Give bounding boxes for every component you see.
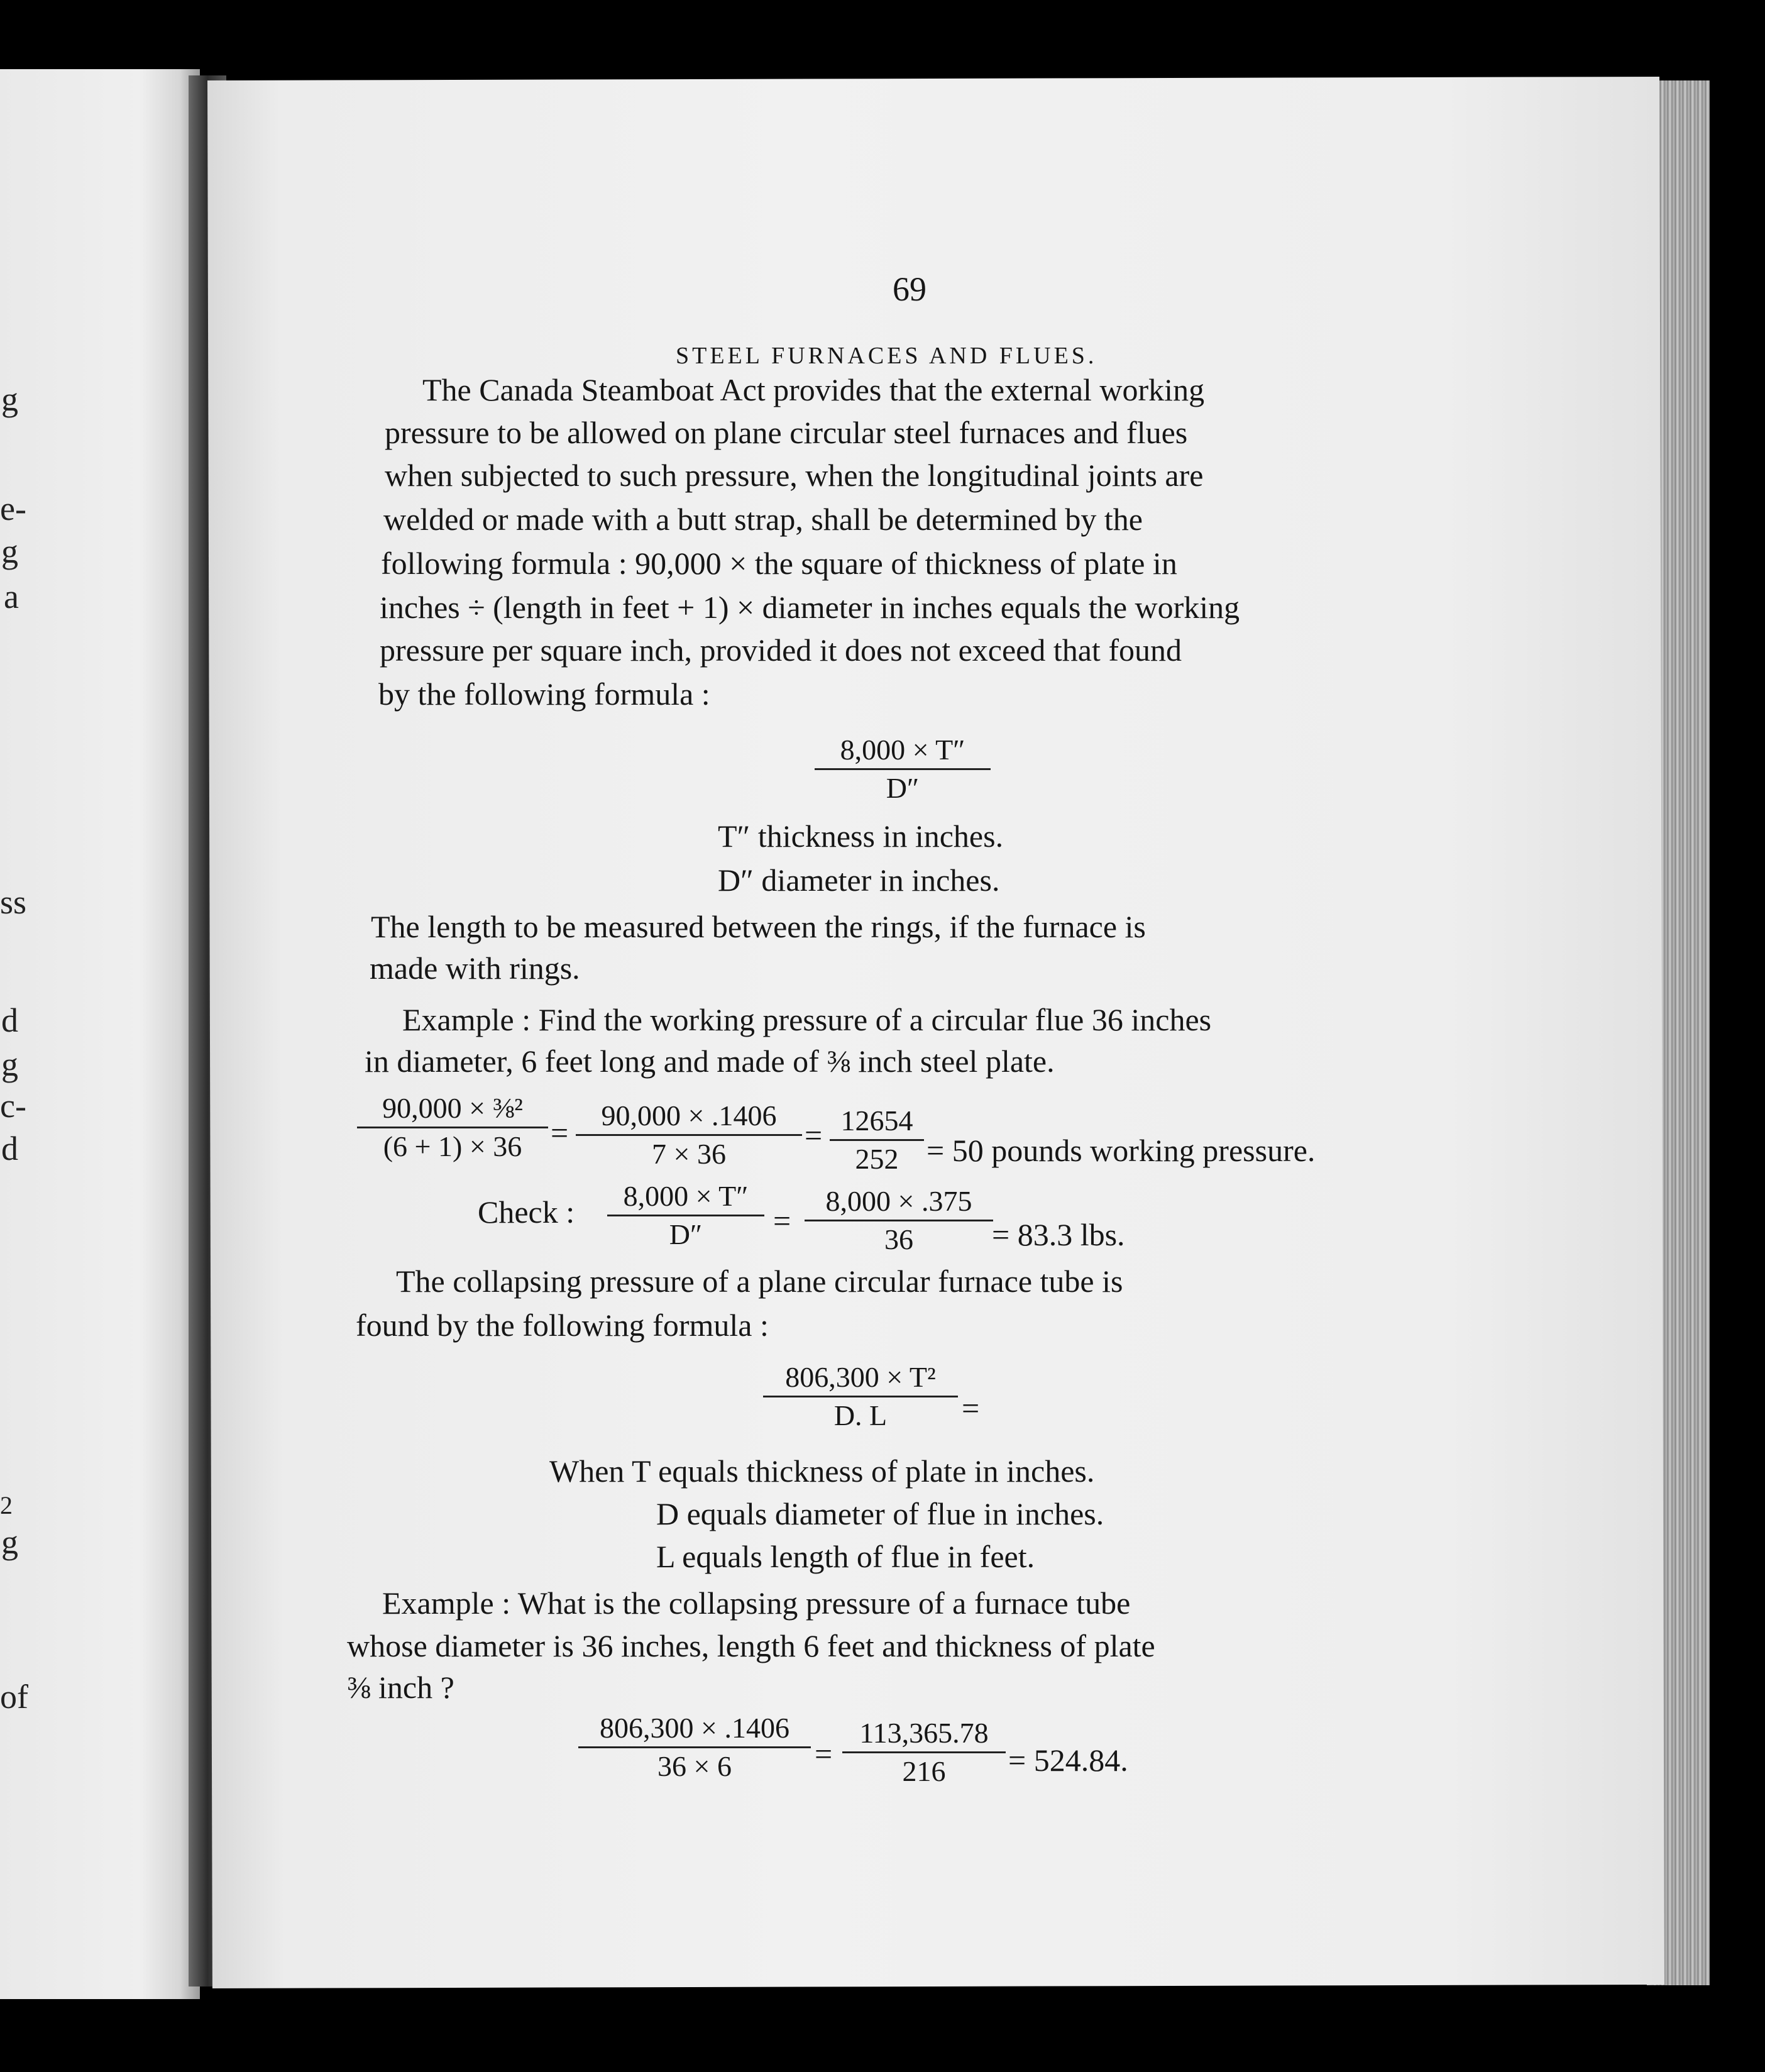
example2-line: Example : What is the collapsing pressure of a furnace tube xyxy=(382,1585,1131,1621)
para3-line: The collapsing pressure of a plane circular furnace tube is xyxy=(396,1264,1123,1299)
fraction-numerator: 806,300 × .1406 xyxy=(578,1711,811,1748)
fraction-denominator: (6 + 1) × 36 xyxy=(383,1130,522,1162)
formula-collapsing-pressure xyxy=(763,1360,958,1433)
definition-line: When T equals thickness of plate in inches. xyxy=(549,1453,1095,1489)
para1-line: pressure per square inch, provided it does not exceed that found xyxy=(380,632,1182,668)
fraction-denominator: 252 xyxy=(855,1143,899,1175)
formula-denominator: D. L xyxy=(833,1399,888,1431)
calc1-result: = 50 pounds working pressure. xyxy=(926,1133,1316,1168)
equals-sign: = xyxy=(551,1115,569,1150)
check-label: Check : xyxy=(478,1194,575,1230)
fraction-denominator: 216 xyxy=(902,1755,946,1787)
calc2-fraction xyxy=(578,1711,811,1783)
para1-line: when subjected to such pressure, when the longitudinal joints are xyxy=(385,458,1204,493)
para1-line: welded or made with a butt strap, shall be determined by the xyxy=(383,502,1143,537)
fraction-numerator: 90,000 × .1406 xyxy=(576,1099,802,1136)
formula-numerator: 806,300 × T² xyxy=(763,1360,958,1397)
para1-line: inches ÷ (length in feet + 1) × diameter in inches equals the working xyxy=(380,590,1240,625)
left-fragment: g xyxy=(1,380,18,418)
definition-line: L equals length of flue in feet. xyxy=(656,1539,1035,1574)
fraction-denominator: 36 xyxy=(884,1223,913,1255)
check-fraction xyxy=(607,1179,764,1252)
para1-line: by the following formula : xyxy=(378,676,710,712)
left-fragment: c- xyxy=(0,1087,26,1125)
example2-line: ⅜ inch ? xyxy=(347,1670,454,1705)
formula-working-pressure xyxy=(815,733,991,805)
left-page-sliver xyxy=(0,69,200,1999)
left-fragment: d xyxy=(1,1130,18,1167)
equals-sign: = xyxy=(773,1203,791,1238)
equals-sign: = xyxy=(815,1736,833,1772)
calc1-fraction xyxy=(830,1104,924,1176)
fraction-denominator: 36 × 6 xyxy=(657,1750,732,1782)
left-fragment: a xyxy=(4,578,19,615)
fraction-numerator: 8,000 × .375 xyxy=(805,1184,993,1221)
left-fragment: g xyxy=(1,1523,18,1561)
page-heading: STEEL FURNACES AND FLUES. xyxy=(676,343,1097,369)
left-fragment: d xyxy=(1,1001,18,1039)
formula-denominator: D″ xyxy=(886,772,920,804)
para2-line: The length to be measured between the rings, if the furnace is xyxy=(371,909,1146,944)
definition-line: T″ thickness in inches. xyxy=(718,818,1004,854)
example1-line: Example : Find the working pressure of a circular flue 36 inches xyxy=(402,1002,1212,1037)
example2-line: whose diameter is 36 inches, length 6 feet and thickness of plate xyxy=(347,1628,1155,1663)
equals-sign: = xyxy=(805,1118,823,1153)
calc2-fraction xyxy=(842,1716,1006,1788)
fraction-numerator: 90,000 × ⅜² xyxy=(357,1091,548,1128)
definition-line: D″ diameter in inches. xyxy=(718,862,1000,898)
definition-line: D equals diameter of flue in inches. xyxy=(656,1496,1104,1531)
formula-numerator: 8,000 × T″ xyxy=(815,733,991,770)
fraction-numerator: 12654 xyxy=(830,1104,924,1141)
calc1-fraction xyxy=(576,1099,802,1171)
page-number: 69 xyxy=(893,270,926,308)
calc1-fraction xyxy=(357,1091,548,1164)
left-fragment: ss xyxy=(0,883,27,921)
left-fragment: of xyxy=(0,1678,28,1716)
calc2-result: = 524.84. xyxy=(1008,1743,1128,1778)
left-fragment: 2 xyxy=(0,1491,13,1519)
left-fragment: g xyxy=(1,532,18,570)
para1-line: The Canada Steamboat Act provides that the external working xyxy=(422,372,1205,407)
para1-line: following formula : 90,000 × the square of thickness of plate in xyxy=(381,546,1177,581)
fraction-numerator: 8,000 × T″ xyxy=(607,1179,764,1216)
fraction-denominator: 7 × 36 xyxy=(652,1138,726,1170)
fraction-denominator: D″ xyxy=(669,1218,703,1250)
equals-sign: = xyxy=(962,1391,980,1426)
para2-line: made with rings. xyxy=(370,951,580,986)
para1-line: pressure to be allowed on plane circular steel furnaces and flues xyxy=(385,415,1188,450)
check-fraction xyxy=(805,1184,993,1257)
left-fragment: e- xyxy=(0,490,26,527)
fraction-numerator: 113,365.78 xyxy=(842,1716,1006,1753)
left-fragment: g xyxy=(1,1045,18,1083)
example1-line: in diameter, 6 feet long and made of ⅜ inch steel plate. xyxy=(365,1044,1055,1079)
para3-line: found by the following formula : xyxy=(356,1308,769,1343)
check-result: = 83.3 lbs. xyxy=(992,1217,1125,1252)
